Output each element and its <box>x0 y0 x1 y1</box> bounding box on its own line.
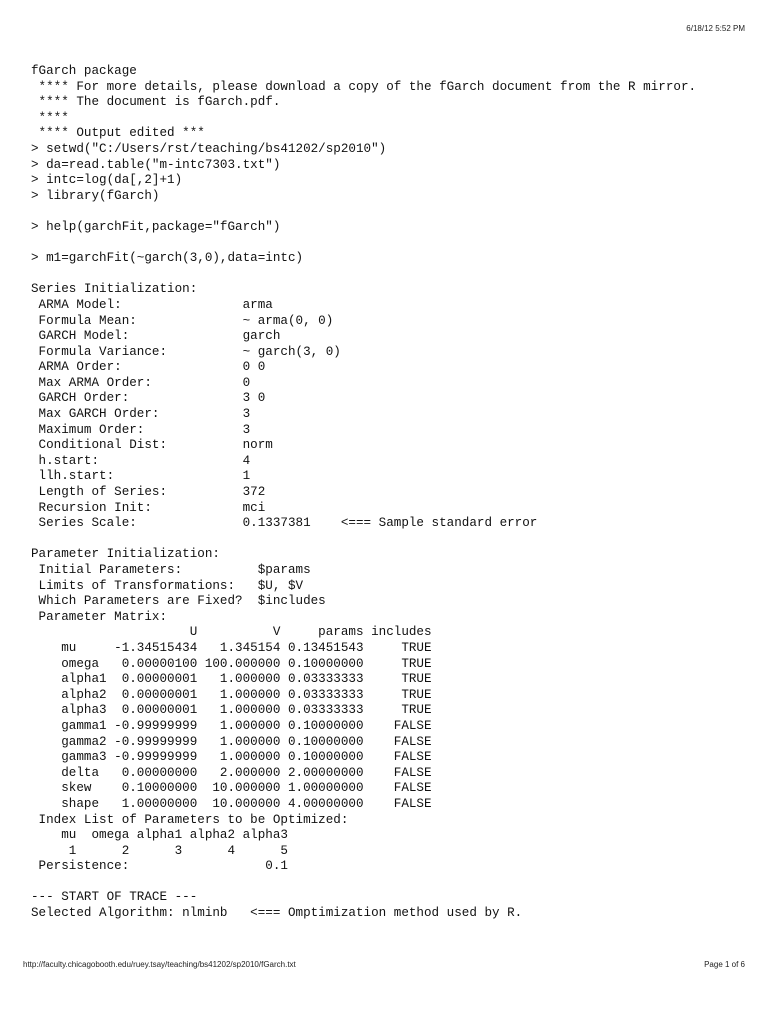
doc-line: llh.start: 1 <box>31 469 251 484</box>
doc-line: **** The document is fGarch.pdf. <box>31 95 281 110</box>
doc-line: Max ARMA Order: 0 <box>31 375 251 390</box>
doc-line: gamma1 -0.99999999 1.000000 0.10000000 FALSE <box>31 718 432 733</box>
doc-line: Limits of Transformations: $U, $V <box>31 578 304 593</box>
doc-line: Formula Variance: ~ garch(3, 0) <box>31 344 341 359</box>
doc-line <box>31 532 751 548</box>
doc-line: ARMA Order: 0 0 <box>31 360 266 375</box>
doc-line: Conditional Dist: norm <box>31 438 273 453</box>
doc-line: > intc=log(da[,2]+1) <box>31 173 183 188</box>
doc-line <box>31 267 751 283</box>
doc-line: mu omega alpha1 alpha2 alpha3 <box>31 828 288 843</box>
doc-line: GARCH Model: garch <box>31 329 281 344</box>
doc-line <box>31 204 751 220</box>
doc-line: **** For more details, please download a copy of the fGarch document from the R mirror. <box>31 79 697 94</box>
doc-line: Persistence: 0.1 <box>31 859 288 874</box>
doc-line: > help(garchFit,package="fGarch") <box>31 219 281 234</box>
doc-line: Which Parameters are Fixed? $includes <box>31 594 326 609</box>
doc-line: Maximum Order: 3 <box>31 422 251 437</box>
doc-line: Formula Mean: ~ arma(0, 0) <box>31 313 334 328</box>
doc-line: fGarch package <box>31 64 137 78</box>
doc-line: alpha1 0.00000001 1.000000 0.03333333 TRUE <box>31 672 432 687</box>
doc-line <box>31 875 751 891</box>
doc-line: U V params includes <box>31 625 432 640</box>
document-body <box>31 64 751 922</box>
doc-line: omega 0.00000100 100.000000 0.10000000 TRUE <box>31 656 432 671</box>
doc-line: > m1=garchFit(~garch(3,0),data=intc) <box>31 251 304 266</box>
doc-line: alpha2 0.00000001 1.000000 0.03333333 TRUE <box>31 687 432 702</box>
page-number: Page 1 of 6 <box>704 960 745 969</box>
doc-line: shape 1.00000000 10.000000 4.00000000 FALSE <box>31 796 432 811</box>
doc-line: Index List of Parameters to be Optimized: <box>31 812 349 827</box>
doc-line: Max GARCH Order: 3 <box>31 407 251 422</box>
doc-line: GARCH Order: 3 0 <box>31 391 266 406</box>
doc-line: **** <box>31 110 69 125</box>
print-date: 6/18/12 5:52 PM <box>686 24 745 33</box>
doc-line: **** Output edited *** <box>31 126 205 141</box>
doc-line: > da=read.table("m-intc7303.txt") <box>31 157 281 172</box>
doc-line: ARMA Model: arma <box>31 297 273 312</box>
doc-line: > setwd("C:/Users/rst/teaching/bs41202/sp2010") <box>31 141 387 156</box>
doc-line <box>31 236 751 252</box>
doc-line: delta 0.00000000 2.000000 2.00000000 FALSE <box>31 765 432 780</box>
doc-line: Recursion Init: mci <box>31 500 266 515</box>
doc-line: alpha3 0.00000001 1.000000 0.03333333 TRUE <box>31 703 432 718</box>
doc-line: h.start: 4 <box>31 453 251 468</box>
doc-line: Series Initialization: <box>31 282 198 297</box>
doc-line: gamma3 -0.99999999 1.000000 0.10000000 FALSE <box>31 750 432 765</box>
doc-line: Length of Series: 372 <box>31 485 266 500</box>
doc-line: Parameter Initialization: <box>31 547 220 562</box>
doc-line: mu -1.34515434 1.345154 0.13451543 TRUE <box>31 640 432 655</box>
doc-line: Selected Algorithm: nlminb <=== Omptimization method used by R. <box>31 906 523 921</box>
doc-line: gamma2 -0.99999999 1.000000 0.10000000 FALSE <box>31 734 432 749</box>
doc-line: --- START OF TRACE --- <box>31 890 198 905</box>
doc-line: Series Scale: 0.1337381 <=== Sample standard error <box>31 516 538 531</box>
doc-line: Parameter Matrix: <box>31 609 168 624</box>
doc-line: skew 0.10000000 10.000000 1.00000000 FALSE <box>31 781 432 796</box>
doc-line: Initial Parameters: $params <box>31 563 311 577</box>
source-url: http://faculty.chicagobooth.edu/ruey.tsay/teaching/bs41202/sp2010/fGarch.txt <box>23 960 296 969</box>
doc-line: 1 2 3 4 5 <box>31 843 288 858</box>
doc-line: > library(fGarch) <box>31 188 160 203</box>
